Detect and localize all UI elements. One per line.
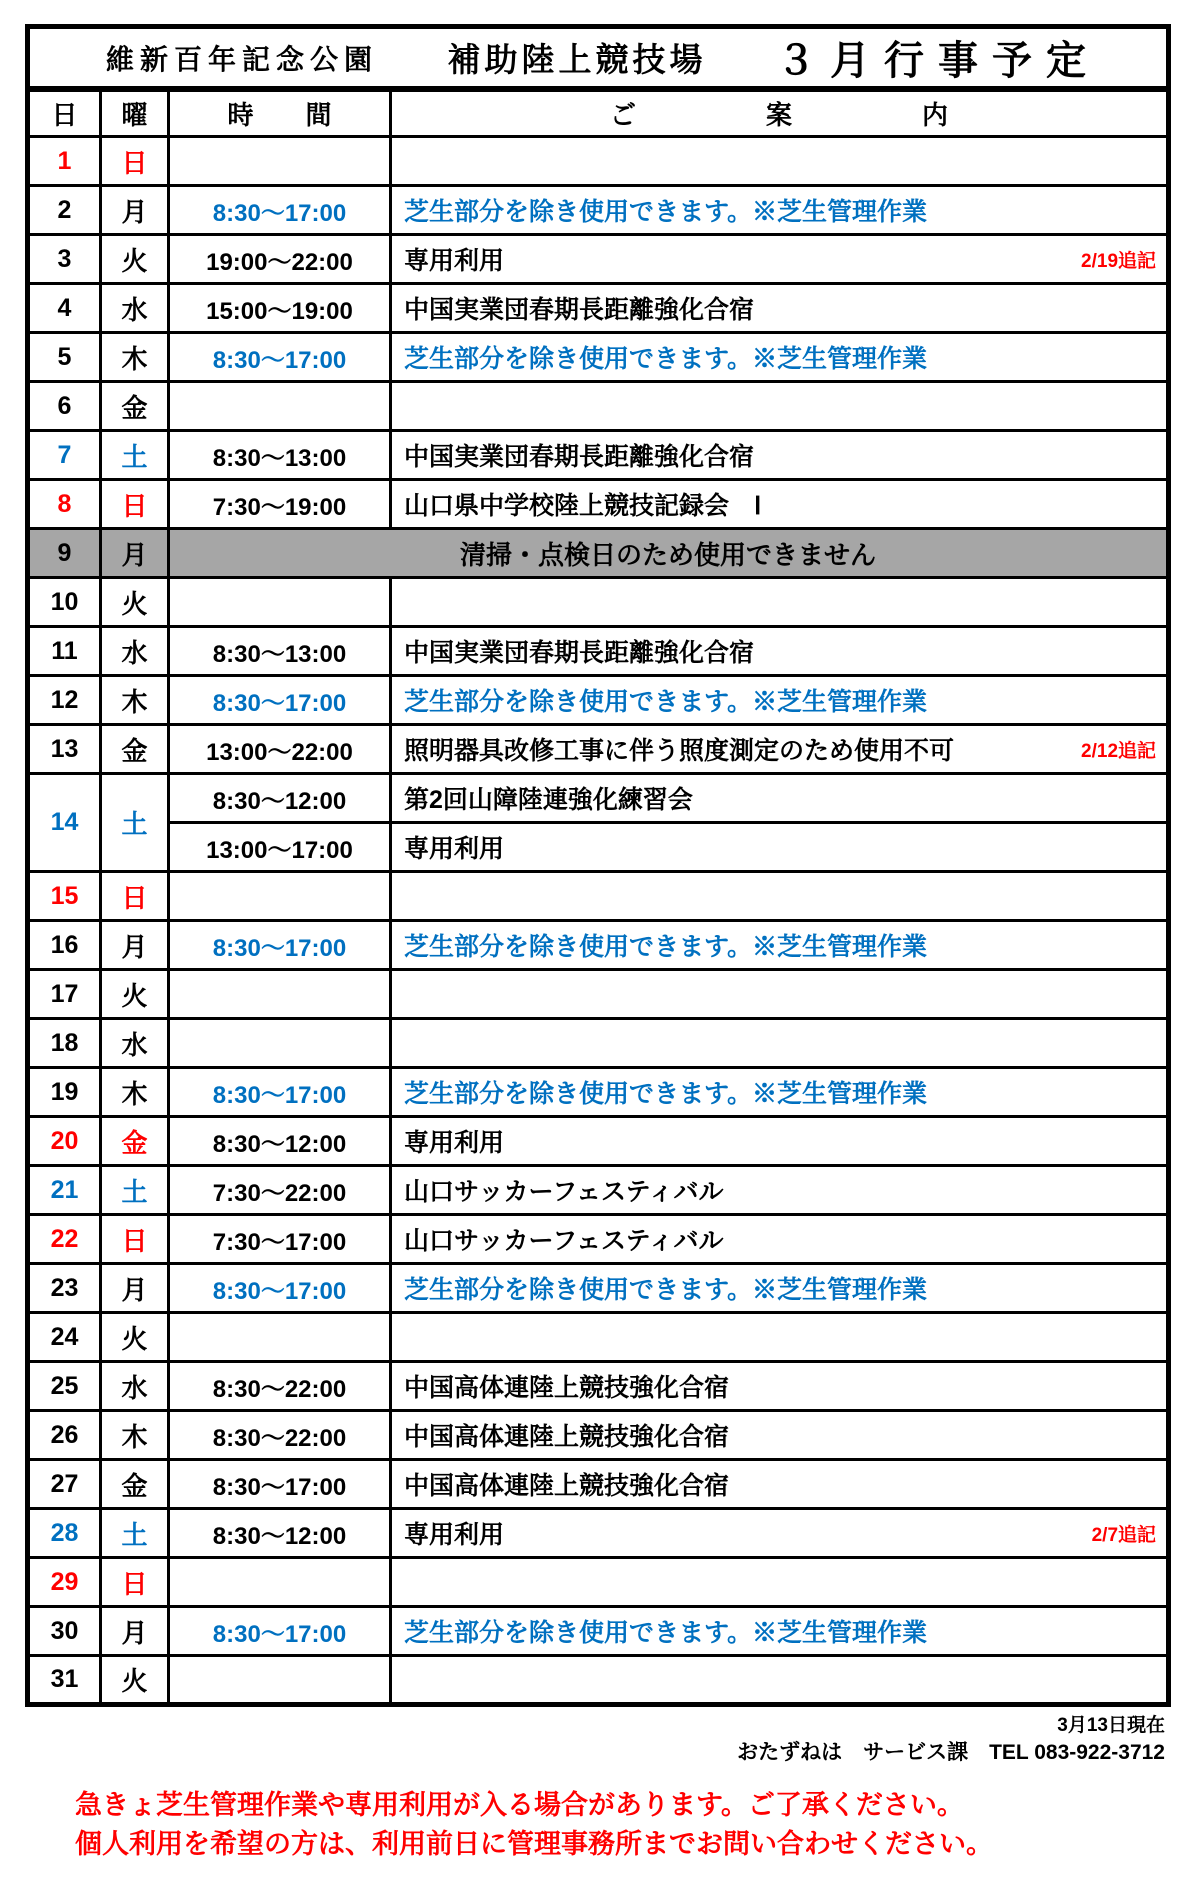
weekday-cell: 日 — [101, 1558, 169, 1607]
weekday-cell: 日 — [101, 480, 169, 529]
time-cell: 8:30～17:00 — [169, 186, 391, 235]
event-text: 芝生部分を除き使用できます。※芝生管理作業 — [404, 1619, 928, 1647]
table-row — [28, 1656, 1169, 1705]
weekday-cell: 月 — [101, 1264, 169, 1313]
table-row — [28, 676, 1169, 725]
time-cell — [169, 1313, 391, 1362]
time-cell — [169, 382, 391, 431]
event-text: 中国高体連陸上競技強化合宿 — [404, 1423, 730, 1451]
info-cell-content — [392, 1074, 1166, 1110]
day-cell: 4 — [28, 284, 101, 333]
table-row — [28, 1068, 1169, 1117]
weekday-cell: 水 — [101, 627, 169, 676]
info-cell — [391, 1166, 1169, 1215]
table-row — [28, 725, 1169, 774]
time-cell: 15:00～19:00 — [169, 284, 391, 333]
day-cell: 29 — [28, 1558, 101, 1607]
weekday-cell: 水 — [101, 284, 169, 333]
event-text: 山口サッカーフェスティバル — [404, 1227, 724, 1255]
weekday-cell: 土 — [101, 431, 169, 480]
info-cell — [391, 1117, 1169, 1166]
table-row — [28, 1509, 1169, 1558]
time-cell — [169, 137, 391, 186]
info-cell — [391, 1068, 1169, 1117]
info-cell — [391, 1509, 1169, 1558]
event-text: 中国高体連陸上競技強化合宿 — [404, 1374, 730, 1402]
day-cell: 24 — [28, 1313, 101, 1362]
day-cell: 26 — [28, 1411, 101, 1460]
time-cell: 19:00～22:00 — [169, 235, 391, 284]
event-text: 芝生部分を除き使用できます。※芝生管理作業 — [404, 1080, 928, 1108]
info-cell-content — [392, 339, 1166, 375]
weekday-cell: 金 — [101, 1460, 169, 1509]
table-row — [28, 872, 1169, 921]
info-cell-content — [392, 1417, 1166, 1453]
table-row — [28, 1362, 1169, 1411]
info-cell-content — [392, 241, 1166, 277]
weekday-cell: 木 — [101, 1411, 169, 1460]
table-row — [28, 1411, 1169, 1460]
contact-info: おたずねは サービス課 TEL 083-922-3712 — [737, 1741, 1165, 1764]
info-cell-content — [392, 1515, 1166, 1551]
info-cell-content — [392, 780, 1166, 816]
info-cell — [391, 1558, 1169, 1607]
table-row — [28, 578, 1169, 627]
day-cell: 15 — [28, 872, 101, 921]
event-text: 芝生部分を除き使用できます。※芝生管理作業 — [404, 933, 928, 961]
table-row — [28, 1215, 1169, 1264]
table-row — [28, 1264, 1169, 1313]
info-cell-content — [392, 1368, 1166, 1404]
day-cell: 14 — [28, 774, 101, 872]
time-cell: 8:30～17:00 — [169, 676, 391, 725]
header-info: ご 案 内 — [391, 89, 1169, 137]
addendum-note: 2/7追記 — [1091, 1525, 1157, 1546]
event-text: 専用利用 — [404, 1129, 505, 1157]
event-text: 中国実業団春期長距離強化合宿 — [404, 639, 755, 667]
time-cell: 8:30～13:00 — [169, 431, 391, 480]
as-of-date: 3月13日現在 — [1057, 1715, 1165, 1736]
weekday-cell: 金 — [101, 382, 169, 431]
day-cell: 19 — [28, 1068, 101, 1117]
event-text: 専用利用 — [404, 247, 505, 275]
schedule-body — [28, 137, 1169, 1705]
event-text: 山口サッカーフェスティバル — [404, 1178, 724, 1206]
info-cell-content — [392, 1613, 1166, 1649]
table-row — [28, 1166, 1169, 1215]
info-cell-content — [392, 1270, 1166, 1306]
day-cell: 28 — [28, 1509, 101, 1558]
time-cell: 13:00～17:00 — [169, 823, 391, 872]
event-text: 山口県中学校陸上競技記録会 Ⅰ — [404, 492, 762, 520]
time-cell: 7:30～22:00 — [169, 1166, 391, 1215]
time-cell: 7:30～19:00 — [169, 480, 391, 529]
day-cell: 18 — [28, 1019, 101, 1068]
event-text: 芝生部分を除き使用できます。※芝生管理作業 — [404, 688, 928, 716]
weekday-cell: 土 — [101, 1509, 169, 1558]
event-text: 中国実業団春期長距離強化合宿 — [404, 443, 755, 471]
table-row — [28, 480, 1169, 529]
event-text: 芝生部分を除き使用できます。※芝生管理作業 — [404, 345, 928, 373]
event-text: 中国高体連陸上競技強化合宿 — [404, 1472, 730, 1500]
table-row — [28, 970, 1169, 1019]
info-cell — [391, 382, 1169, 431]
column-header-row — [28, 89, 1169, 137]
time-cell — [169, 578, 391, 627]
weekday-cell: 木 — [101, 333, 169, 382]
weekday-cell: 水 — [101, 1362, 169, 1411]
header-weekday: 曜 — [101, 89, 169, 137]
info-cell — [391, 284, 1169, 333]
closed-notice-cell: 清掃・点検日のため使用できません — [169, 529, 1169, 578]
info-cell — [391, 970, 1169, 1019]
table-row — [28, 774, 1169, 823]
info-cell — [391, 1313, 1169, 1362]
warning-notes — [75, 1786, 1172, 1864]
table-row — [28, 823, 1169, 872]
info-cell-content — [392, 1172, 1166, 1208]
weekday-cell: 日 — [101, 872, 169, 921]
info-cell-content — [392, 1221, 1166, 1257]
day-cell: 22 — [28, 1215, 101, 1264]
info-cell — [391, 333, 1169, 382]
park-name: 維新百年記念公園 — [106, 43, 379, 75]
info-cell-content — [392, 682, 1166, 718]
weekday-cell: 月 — [101, 1607, 169, 1656]
table-row — [28, 1019, 1169, 1068]
weekday-cell: 火 — [101, 1313, 169, 1362]
event-text: 芝生部分を除き使用できます。※芝生管理作業 — [404, 198, 928, 226]
weekday-cell: 木 — [101, 1068, 169, 1117]
info-cell — [391, 627, 1169, 676]
table-row — [28, 529, 1169, 578]
time-cell — [169, 1019, 391, 1068]
info-cell — [391, 823, 1169, 872]
time-cell: 8:30～12:00 — [169, 1509, 391, 1558]
day-cell: 3 — [28, 235, 101, 284]
event-text: 芝生部分を除き使用できます。※芝生管理作業 — [404, 1276, 928, 1304]
title-cell — [28, 27, 1169, 90]
weekday-cell: 水 — [101, 1019, 169, 1068]
info-cell-content — [392, 290, 1166, 326]
info-cell-content — [392, 927, 1166, 963]
info-cell — [391, 1019, 1169, 1068]
event-text: 専用利用 — [404, 1521, 505, 1549]
info-cell — [391, 872, 1169, 921]
info-cell — [391, 1411, 1169, 1460]
time-cell: 8:30～17:00 — [169, 333, 391, 382]
weekday-cell: 月 — [101, 921, 169, 970]
info-cell-content — [392, 437, 1166, 473]
table-row — [28, 1313, 1169, 1362]
day-cell: 16 — [28, 921, 101, 970]
info-cell-content — [392, 829, 1166, 865]
table-row — [28, 1558, 1169, 1607]
weekday-cell: 火 — [101, 970, 169, 1019]
day-cell: 11 — [28, 627, 101, 676]
info-cell — [391, 186, 1169, 235]
day-cell: 17 — [28, 970, 101, 1019]
event-text: 専用利用 — [404, 835, 505, 863]
info-cell — [391, 1460, 1169, 1509]
time-cell: 8:30～17:00 — [169, 921, 391, 970]
info-cell — [391, 235, 1169, 284]
table-row — [28, 284, 1169, 333]
time-cell — [169, 970, 391, 1019]
warning-line-2: 個人利用を希望の方は、利用前日に管理事務所までお問い合わせください。 — [75, 1829, 993, 1859]
day-cell: 31 — [28, 1656, 101, 1705]
time-cell: 8:30～12:00 — [169, 774, 391, 823]
table-row — [28, 431, 1169, 480]
info-cell — [391, 725, 1169, 774]
info-cell-content — [392, 486, 1166, 522]
day-cell: 6 — [28, 382, 101, 431]
weekday-cell: 土 — [101, 1166, 169, 1215]
day-cell: 10 — [28, 578, 101, 627]
weekday-cell: 金 — [101, 725, 169, 774]
info-cell — [391, 431, 1169, 480]
info-cell — [391, 921, 1169, 970]
info-cell — [391, 1656, 1169, 1705]
weekday-cell: 月 — [101, 186, 169, 235]
day-cell: 8 — [28, 480, 101, 529]
info-cell — [391, 1264, 1169, 1313]
addendum-note: 2/19追記 — [1081, 251, 1157, 272]
info-cell — [391, 676, 1169, 725]
warning-line-1: 急きょ芝生管理作業や専用利用が入る場合があります。ご了承ください。 — [75, 1790, 964, 1820]
info-cell — [391, 480, 1169, 529]
addendum-note: 2/12追記 — [1081, 741, 1157, 762]
info-cell — [391, 1362, 1169, 1411]
info-cell-content — [392, 731, 1166, 767]
time-cell: 8:30～12:00 — [169, 1117, 391, 1166]
table-row — [28, 186, 1169, 235]
time-cell — [169, 1656, 391, 1705]
schedule-table — [25, 24, 1171, 1707]
table-row — [28, 333, 1169, 382]
weekday-cell: 火 — [101, 1656, 169, 1705]
time-cell: 8:30～22:00 — [169, 1411, 391, 1460]
weekday-cell: 木 — [101, 676, 169, 725]
table-row — [28, 627, 1169, 676]
day-cell: 2 — [28, 186, 101, 235]
day-cell: 5 — [28, 333, 101, 382]
time-cell — [169, 872, 391, 921]
time-cell: 8:30～17:00 — [169, 1607, 391, 1656]
day-cell: 13 — [28, 725, 101, 774]
weekday-cell: 火 — [101, 578, 169, 627]
table-row — [28, 235, 1169, 284]
event-text: 第2回山障陸連強化練習会 — [404, 786, 693, 814]
time-cell: 8:30～17:00 — [169, 1264, 391, 1313]
info-cell-content — [392, 192, 1166, 228]
table-row — [28, 1460, 1169, 1509]
table-row — [28, 1607, 1169, 1656]
weekday-cell: 火 — [101, 235, 169, 284]
info-cell — [391, 1607, 1169, 1656]
time-cell: 13:00～22:00 — [169, 725, 391, 774]
header-day: 日 — [28, 89, 101, 137]
day-cell: 20 — [28, 1117, 101, 1166]
day-cell: 25 — [28, 1362, 101, 1411]
day-cell: 27 — [28, 1460, 101, 1509]
time-cell: 8:30～13:00 — [169, 627, 391, 676]
table-row — [28, 382, 1169, 431]
info-cell-content — [392, 633, 1166, 669]
facility-name: 補助陸上競技場 — [447, 41, 707, 78]
info-cell-content — [392, 1466, 1166, 1502]
time-cell: 8:30～17:00 — [169, 1460, 391, 1509]
time-cell: 8:30～17:00 — [169, 1068, 391, 1117]
event-text: 中国実業団春期長距離強化合宿 — [404, 296, 755, 324]
time-cell — [169, 1558, 391, 1607]
time-cell: 8:30～22:00 — [169, 1362, 391, 1411]
day-cell: 21 — [28, 1166, 101, 1215]
weekday-cell: 土 — [101, 774, 169, 872]
time-cell: 7:30～17:00 — [169, 1215, 391, 1264]
day-cell: 7 — [28, 431, 101, 480]
info-cell — [391, 137, 1169, 186]
page-title: ３月行事予定 — [776, 39, 1101, 83]
weekday-cell: 日 — [101, 137, 169, 186]
day-cell: 12 — [28, 676, 101, 725]
weekday-cell: 金 — [101, 1117, 169, 1166]
table-row — [28, 1117, 1169, 1166]
weekday-cell: 日 — [101, 1215, 169, 1264]
info-cell — [391, 774, 1169, 823]
event-text: 照明器具改修工事に伴う照度測定のため使用不可 — [404, 737, 955, 765]
day-cell: 1 — [28, 137, 101, 186]
day-cell: 30 — [28, 1607, 101, 1656]
info-cell-content — [392, 1123, 1166, 1159]
weekday-cell: 月 — [101, 529, 169, 578]
table-row — [28, 921, 1169, 970]
day-cell: 9 — [28, 529, 101, 578]
title-row — [28, 27, 1169, 90]
table-row — [28, 137, 1169, 186]
info-cell — [391, 578, 1169, 627]
info-cell — [391, 1215, 1169, 1264]
day-cell: 23 — [28, 1264, 101, 1313]
header-time: 時 間 — [169, 89, 391, 137]
